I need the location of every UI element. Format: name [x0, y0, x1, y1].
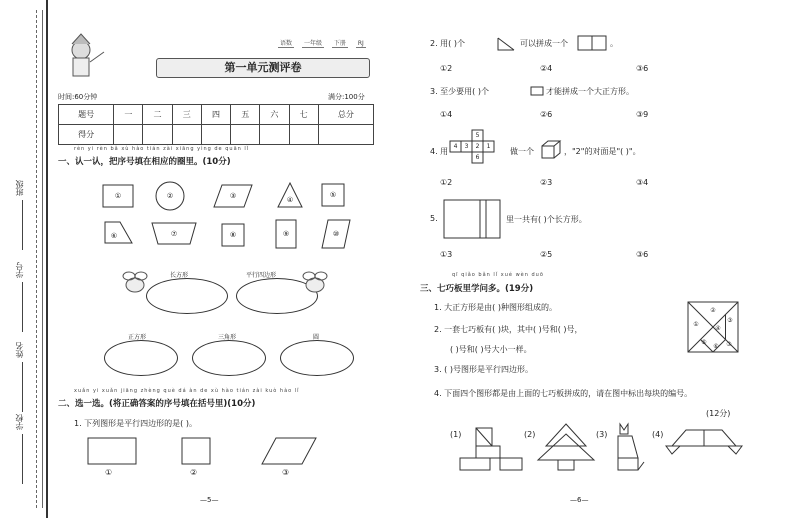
q4-option-3[interactable]: ③4 [636, 178, 649, 187]
shape-label: ⑩ [332, 230, 340, 238]
net-face: 6 [475, 154, 480, 161]
score-cell: 得分 [59, 125, 114, 145]
page-number-left: —5— [200, 496, 219, 504]
tangram-label: ② [710, 306, 716, 314]
score-cell: 二 [143, 105, 172, 125]
small-rectangle-icon [530, 84, 544, 98]
ellipse-label-parallelogram: 平行四边形 [246, 272, 277, 279]
section2-pinyin: xuǎn yi xuǎn jiāng zhèng què dá àn de xù hào tián zài kuò hào lǐ [74, 388, 300, 394]
tangram-figure-2[interactable] [538, 422, 598, 472]
score-cell: 三 [172, 105, 201, 125]
tangram-figure-1[interactable] [460, 424, 530, 474]
shape-label: ④ [286, 195, 294, 204]
answer-ellipse-square[interactable] [104, 340, 178, 376]
ellipse-label-rectangle: 长方形 [170, 272, 189, 279]
q5-option-3[interactable]: ③6 [636, 250, 649, 259]
q1-option-1[interactable]: ① [105, 468, 113, 477]
question3-end: 才能拼成一个大正方形。 [546, 87, 634, 96]
cube-icon [540, 140, 562, 160]
shape-label: ① [114, 192, 122, 200]
shape-label: ② [166, 192, 174, 200]
binding-label-name: 班级 [15, 180, 24, 196]
q4-option-2[interactable]: ②3 [540, 178, 553, 187]
figure-label-3: (3) [596, 430, 608, 439]
q4-option-1[interactable]: ①2 [440, 178, 453, 187]
tab-subject: 语数 [280, 40, 293, 47]
tangram-label: ③ [727, 316, 733, 324]
tangram-label: ⑤ [701, 338, 707, 346]
question5-end: 里一共有( )个长方形。 [506, 215, 587, 224]
section3-question4: 4. 下面四个图形都是由上面的七巧板拼成的，请在图中标出每块的编号。 [434, 389, 693, 398]
answer-ellipse-circle[interactable] [280, 340, 354, 376]
section3-question2: 2. 一套七巧板有( )块，其中( )号和( )号， [434, 325, 583, 334]
net-face: 4 [453, 143, 458, 150]
q1-option-2[interactable]: ② [190, 468, 198, 477]
q3-option-3[interactable]: ③9 [636, 110, 649, 119]
question3-text: 3. 至少要用( )个 [430, 87, 489, 96]
answer-ellipse-rectangle[interactable] [146, 278, 228, 314]
shape-label: ③ [229, 192, 237, 200]
rectangle-count-figure [442, 198, 504, 242]
shape-label: ⑧ [229, 231, 237, 239]
tab-volume: 下册 [333, 40, 346, 47]
score-cell: 六 [260, 105, 289, 125]
section3-heading: 三、七巧板里学问多。(19分) [420, 284, 534, 294]
score-cell: 七 [289, 105, 318, 125]
triangle-piece-icon [496, 36, 520, 52]
ellipse-label-circle: 圆 [313, 334, 320, 341]
net-face: 3 [464, 143, 469, 150]
section3-question3: 3. ( )号图形是平行四边形。 [434, 365, 533, 374]
shape-label: ⑥ [110, 231, 118, 240]
question4-mid: 做一个 [510, 147, 534, 156]
tangram-label: ⑦ [726, 340, 732, 348]
figure-label-4: (4) [652, 430, 664, 439]
net-face: 2 [475, 143, 480, 150]
q3-option-2[interactable]: ②6 [540, 110, 553, 119]
tangram-label: ① [693, 320, 699, 328]
question2-end: 。 [610, 39, 618, 48]
figure-label-2: (2) [524, 430, 536, 439]
figure-label-1: (1) [450, 430, 462, 439]
binding-label-school: 学校 [15, 414, 24, 430]
bee-icon [120, 270, 150, 296]
shape-label: ⑨ [282, 230, 290, 238]
section3-pinyin: qī qiǎo bǎn lǐ xué wèn duō [452, 272, 544, 278]
question4-end: ，"2"的对面是"( )"。 [564, 147, 641, 156]
net-face: 5 [475, 132, 480, 139]
section3-question2b: ( )号和( )号大小一样。 [450, 345, 532, 354]
section1-pinyin: rèn yi rèn bǎ xù hào tián zài xiāng yìng de quān lǐ [74, 146, 250, 152]
ellipse-label-triangle: 三角形 [218, 334, 237, 341]
square-target-icon [576, 34, 610, 52]
q3-option-1[interactable]: ①4 [440, 110, 453, 119]
exam-time: 时间:60分钟 [58, 93, 98, 101]
shape-label: ⑤ [329, 191, 337, 199]
question2-mid: 可以拼成一个 [520, 39, 568, 48]
score-cell: 总分 [318, 105, 373, 125]
section2-question1: 1. 下列图形是平行四边形的是( )。 [74, 419, 197, 428]
tab-grade: 一年级 [303, 40, 322, 47]
tangram-figure-3[interactable] [614, 422, 644, 476]
answer-ellipse-triangle[interactable] [192, 340, 266, 376]
tab-edition: RJ [357, 40, 364, 47]
section3-question4-score: (12分) [706, 409, 731, 418]
q5-option-1[interactable]: ①3 [440, 250, 453, 259]
exam-title: 第一单元测评卷 [156, 58, 370, 78]
q2-option-3[interactable]: ③6 [636, 64, 649, 73]
section1-heading: 一、认一认，把序号填在相应的圈里。(10分) [58, 157, 231, 167]
score-cell: 五 [231, 105, 260, 125]
question2-text: 2. 用( )个 [430, 39, 465, 48]
section2-heading: 二、选一选。(将正确答案的序号填在括号里)(10分) [58, 399, 256, 409]
score-cell: 四 [201, 105, 230, 125]
question1-figures [80, 436, 380, 476]
section3-question1: 1. 大正方形是由( )种图形组成的。 [434, 303, 557, 312]
score-cell: 一 [114, 105, 143, 125]
question5-text: 5. [430, 214, 438, 223]
tangram-label: ④ [715, 324, 721, 332]
bee-icon [300, 270, 330, 296]
net-face: 1 [486, 143, 491, 150]
tangram-label: ⑥ [713, 342, 719, 350]
q1-option-3[interactable]: ③ [282, 468, 290, 477]
tangram-figure-4[interactable] [666, 428, 746, 458]
q5-option-2[interactable]: ②5 [540, 250, 553, 259]
ellipse-label-square: 正方形 [128, 334, 147, 341]
exam-full-score: 满分:100分 [328, 93, 365, 101]
page-number-right: —6— [570, 496, 589, 504]
binding-label-number: 学号 [15, 262, 24, 278]
shape-label: ⑦ [170, 229, 178, 238]
binding-label-class: 姓名 [15, 342, 24, 358]
question4-text: 4. 用 [430, 147, 449, 156]
score-cell: 题号 [59, 105, 114, 125]
q2-option-2[interactable]: ②4 [540, 64, 553, 73]
q2-option-1[interactable]: ①2 [440, 64, 453, 73]
